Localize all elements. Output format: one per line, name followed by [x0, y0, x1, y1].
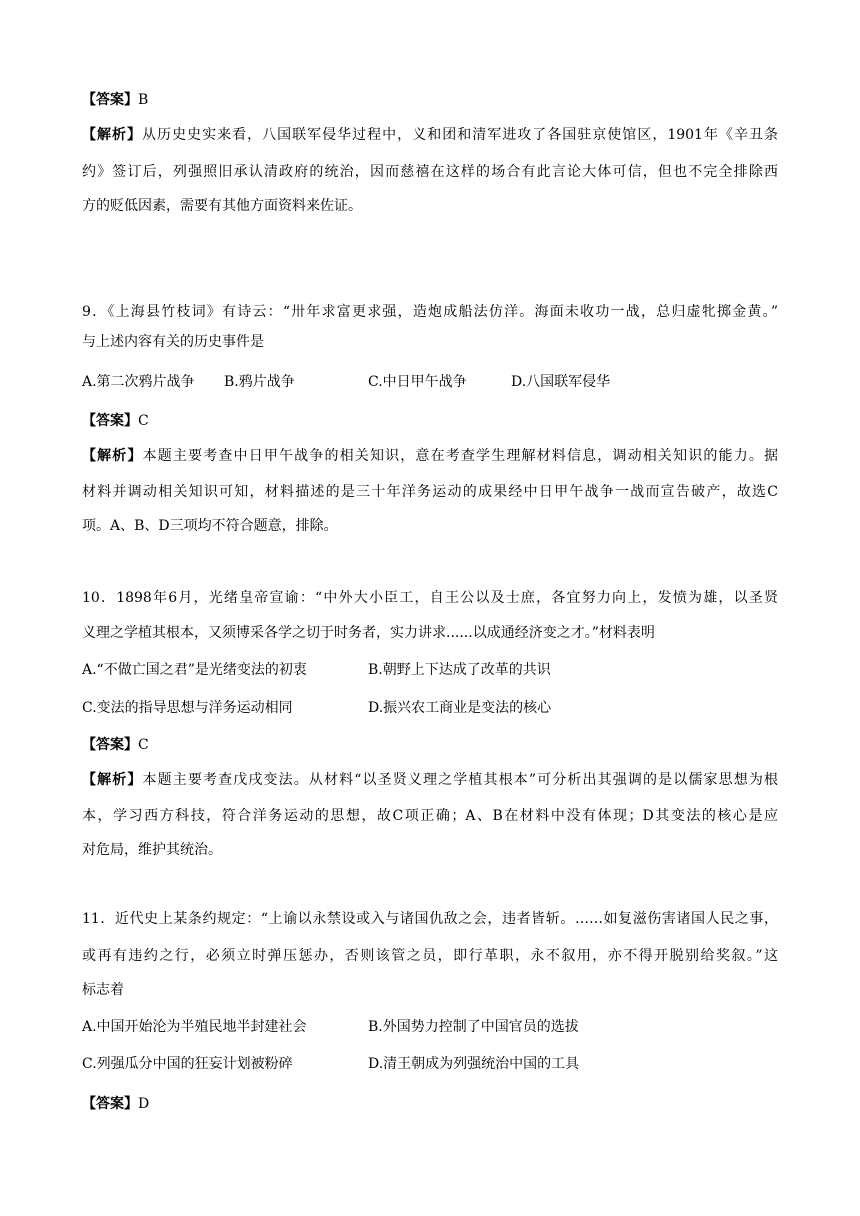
q11-stem-line: 11．近代史上某条约规定：“上谕以永禁设或入与诸国仇敌之会，违者皆斩。……如复滋伤害诸国人民之事， — [82, 911, 778, 927]
q10-stem-line: 10．1898年6月，光绪皇帝宣谕：“中外大小臣工，自王公以及士庶，各宜努力向上，发愤为雄，以圣贤 — [82, 590, 778, 606]
q11-answer-line — [82, 1093, 149, 1115]
q10-analysis-line: 对危局，维护其统治。 — [82, 842, 222, 858]
q10-analysis-line — [82, 769, 778, 791]
q9-analysis-line: 材料并调动相关知识可知，材料描述的是三十年洋务运动的成果经中日甲午战争一战而宣告破产，故选C — [82, 484, 778, 500]
answer-tag: 【答案】 — [82, 92, 138, 108]
q11-option-d: D.清王朝成为列强统治中国的工具 — [368, 1056, 580, 1072]
answer-tag: 【答案】 — [82, 413, 138, 429]
answer-tag: 【答案】 — [82, 737, 138, 753]
q11-option-a: A.中国开始沦为半殖民地半封建社会 — [82, 1019, 307, 1035]
q8-answer: B — [138, 92, 149, 108]
q9-option-a: A.第二次鸦片战争 — [82, 374, 195, 390]
q9-option-d: D.八国联军侵华 — [511, 374, 611, 390]
q10-option-a: A.“不做亡国之君”是光绪变法的初衷 — [82, 662, 307, 678]
q11-option-c: C.列强瓜分中国的狂妄计划被粉碎 — [82, 1056, 293, 1072]
q11-stem-line: 或再有违约之行，必须立时弹压惩办，否则该管之员，即行革职，永不叙用，亦不得开脱别给奖叙。”这 — [82, 948, 778, 964]
q10-answer: C — [138, 737, 149, 753]
q9-stem-line: 9．《上海县竹枝词》有诗云：“卅年求富更求强，造炮成船法仿洋。海面未收功一战，总归虚牝掷金黄。” — [82, 304, 778, 320]
q8-analysis-text: 从历史史实来看，八国联军侵华过程中，义和团和清军进攻了各国驻京使馆区，1901年《辛丑条 — [142, 127, 779, 143]
q10-option-c: C.变法的指导思想与洋务运动相同 — [82, 700, 293, 716]
q9-analysis-line — [82, 445, 778, 467]
q8-analysis-line: 方的贬低因素，需要有其他方面资料来佐证。 — [82, 198, 362, 214]
q9-analysis-text: 本题主要考查中日甲午战争的相关知识，意在考查学生理解材料信息，调动相关知识的能力。据 — [142, 448, 779, 464]
q9-option-b: B.鸦片战争 — [224, 374, 295, 390]
q11-option-b: B.外国势力控制了中国官员的选拔 — [368, 1019, 579, 1035]
analysis-tag: 【解析】 — [82, 127, 143, 143]
analysis-tag: 【解析】 — [82, 448, 143, 464]
q10-analysis-line: 本，学习西方科技，符合洋务运动的思想，故C项正确；A、B在材料中没有体现；D其变法的核心是应 — [82, 808, 778, 824]
q9-analysis-line: 项。A、B、D三项均不符合题意，排除。 — [82, 518, 338, 534]
q10-option-b: B.朝野上下达成了改革的共识 — [368, 662, 551, 678]
q10-answer-line — [82, 734, 149, 756]
q8-analysis-line: 约》签订后，列强照旧承认清政府的统治，因而慈禧在这样的场合有此言论大体可信，但也不完全排除西 — [82, 164, 778, 180]
answer-tag: 【答案】 — [82, 1096, 138, 1112]
q9-answer: C — [138, 413, 149, 429]
q11-stem-line: 标志着 — [82, 982, 124, 998]
analysis-tag: 【解析】 — [82, 772, 143, 788]
q9-stem-line: 与上述内容有关的历史事件是 — [82, 334, 264, 350]
q8-answer-line — [82, 89, 148, 111]
q10-analysis-text: 本题主要考查戊戌变法。从材料“以圣贤义理之学植其根本”可分析出其强调的是以儒家思想为根 — [142, 772, 779, 788]
q10-stem-line: 义理之学植其根本，又须博采各学之切于时务者，实力讲求......以成通经济变之才。”材料表明 — [82, 625, 655, 641]
q8-analysis-line — [82, 124, 778, 146]
q9-answer-line — [82, 410, 149, 432]
q9-option-c: C.中日甲午战争 — [368, 374, 467, 390]
q11-answer: D — [138, 1096, 150, 1112]
q10-option-d: D.振兴农工商业是变法的核心 — [368, 700, 552, 716]
